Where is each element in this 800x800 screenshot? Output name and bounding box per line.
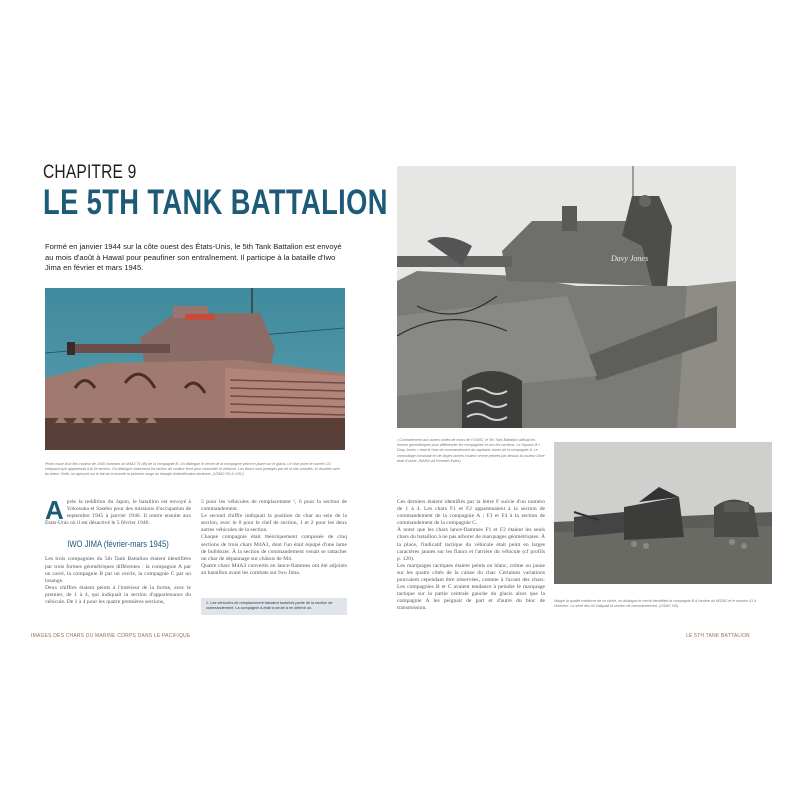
- paragraph: Ces derniers étaient identifiés par la lettre F suivie d'un numéro de 1 à 4. Les chars F1 et F2 appartenaient à la section de commandement de la compagnie A ; F3 et F4 à la section de commandement de la compagnie C.: [397, 499, 545, 527]
- left-folio: IMAGES DES CHARS DU MARINE CORPS DANS LE PACIFIQUE: [31, 633, 191, 639]
- paragraph: près la reddition du Japon, le bataillon est envoyé à Yokosuka et Sasebo pour des missions d'occupation de septembre 1945 à janvier 1946. Il rentre ensuite aux États-Unis où il est désactivé le 5 février 1946.: [45, 499, 191, 527]
- paragraph: Quatre chars M4A3 convertis en lance-flammes ont été adjoints au bataillon avant les combats sur Iwo Jima.: [201, 562, 347, 576]
- hull-name-text: Davy Jones: [611, 254, 649, 263]
- chapter-label: CHAPITRE 9: [43, 162, 137, 183]
- color-photo-caption: Photo issue d'un film couleur de 1945 montrant un M4A3 75 (W) de la compagnie B. On distingue le cercle de la compagnie peint en jaune sur le glacis. Le char porte le numéro 22, indiquant qu'il appartenait à la 2e section. On distingue clairement les taches de couleur ferré pour camoufler le véhicule. Les flancs sont protégés par de la tôle ondulée, ici doublée avec du béton. Enfin, on aperçoit sur le toit de la tourelle la peinture rouge du triangle d'identification aérienne. (USMC HD & USC): [45, 462, 341, 477]
- bw-tank-photo: [397, 166, 736, 428]
- left-column-2: [201, 499, 347, 577]
- bw-photo-caption: • Contrairement aux autres unités de chars de l'USMC, le 5th Tank Battalion utilisait les formes géométriques pour différencier les compagnies et non les sections. Le Squash Ill « Davy Jones » était le char de commandement du capitaine Jones de la compagnie A. Le camouflage consistait en de larges taches couleur crème peintes par dessus la couleur Olive drab d'usine. (NARA via Kenneth Estes): [397, 438, 545, 463]
- battlefield-image: [554, 442, 772, 584]
- color-tank-photo: [45, 288, 345, 450]
- right-column: [397, 499, 545, 613]
- small-photo-caption: Malgré la qualité médiocre de ce cliché, on distingue le cercle identifiant la compagnie B à l'arrière du M32B2 et le numéro 61 à l'intérieur. La série des 60 indiquait la section de commandement. (USMC HD): [554, 599, 757, 609]
- paragraph: Chaque compagnie était théoriquement composée de cinq sections de trois chars M4A3, dont l'un était équipé d'une lame de bulldozer. À la section de commandement venait se rattacher un char de dépannage sur châssis de M4.: [201, 534, 347, 562]
- footnote: 1. Les véhicules de remplacement faisaient toutefois partie de la section de commandement. La compagnie A était la seule à en détenir un.: [201, 598, 347, 615]
- chapter-title: LE 5TH TANK BATTALION: [43, 183, 388, 222]
- chapter-intro: Formé en janvier 1944 sur la côte ouest des États-Unis, le 5th Tank Battalion est envoyé au mois d'août à Hawaï pour peaufiner son entraînement. Il participe à la bataille d'Iwo Jima en février et mars 1945.: [45, 242, 342, 273]
- right-folio: LE 5TH TANK BATTALION: [686, 633, 750, 639]
- paragraph: Deux chiffres étaient peints à l'intérieur de la forme, avec le premier, de 1 à 4, qui indiquait la section d'appartenance du véhicule. De 1 à 4 pour les quatre premières sections,: [45, 584, 191, 606]
- paragraph: Les marquages tactiques étaient peints en blanc, crème ou jaune sur les quatre côtés de la caisse du char. Certaines variations pouvaient cependant être observées, comme à l'avant des chars. Les compagnies B et C avaient tendance à peindre le marquage tactique sur la partie centrale gauche du glacis alors que la compagnie A les peignait de part et d'autre du bloc de transmission.: [397, 562, 545, 612]
- section-subhead: IWO JIMA (février-mars 1945): [67, 539, 169, 550]
- paragraph: Le second chiffre indiquait la position du char au sein de la section, avec le 0 pour le chef de section, 1 et 2 pour les deux autres véhicules de la section.: [201, 513, 347, 534]
- small-bw-photo: [554, 442, 772, 584]
- paragraph: 5 pour les véhicules de remplacement ¹, 6 pour la section de commandement.: [201, 499, 347, 513]
- tank-color-image: [45, 288, 345, 450]
- tank-bw-image: [397, 166, 736, 428]
- left-column-1: [45, 495, 191, 606]
- drop-cap: A: [45, 495, 64, 525]
- paragraph: À noter que les chars lance-flammes F1 et F2 étaient les seuls chars du bataillon à ne pas arborer de marquages géométriques. À la place, l'indicatif tactique du véhicule était peint en larges caractères jaunes sur les flancs et l'arrière du véhicule (cf profils p. 120).: [397, 527, 545, 562]
- paragraph: Les trois compagnies du 5th Tank Battalion étaient identifiées par trois formes géométriques différentes : la compagnie A par un carré, la compagnie B par un cercle, la compagnie C par un losange.: [45, 556, 191, 584]
